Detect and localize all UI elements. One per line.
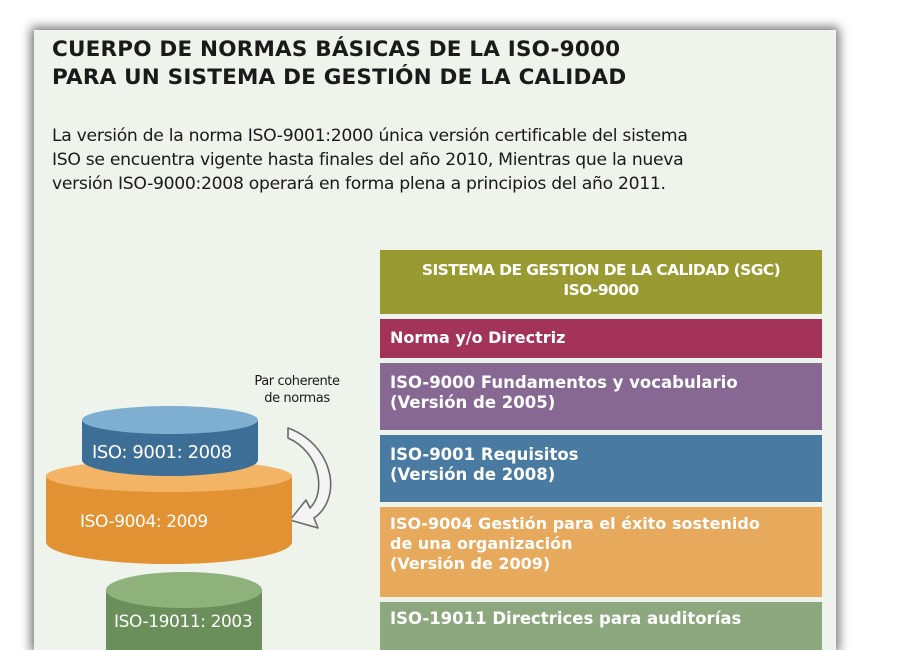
legend-line-2: de normas <box>264 391 330 406</box>
iso-9000-line-2: (Versión de 2005) <box>390 393 556 412</box>
norma-directriz-box <box>380 319 822 358</box>
cylinder-top-shape <box>80 402 260 480</box>
iso-9001-box <box>380 435 822 502</box>
cylinder-bottom-shape <box>104 568 264 650</box>
sgc-header-box <box>380 250 822 314</box>
iso-9001-line-2: (Versión de 2008) <box>390 465 556 484</box>
sgc-line-2: ISO-9000 <box>563 281 639 299</box>
cylinder-top-label: ISO: 9001: 2008 <box>92 442 232 463</box>
intro-line-2: ISO se encuentra vigente hasta finales del año 2010, Mientras que la nueva <box>52 150 684 170</box>
page-title <box>52 36 626 92</box>
infographic-card <box>34 30 836 650</box>
title-line-1: CUERPO DE NORMAS BÁSICAS DE LA ISO-9000 <box>52 37 621 62</box>
iso-9000-box <box>380 363 822 430</box>
iso-9004-line-2: de una organización <box>390 534 573 553</box>
iso-9004-box <box>380 507 822 597</box>
norma-line-1: Norma y/o Directriz <box>390 328 566 347</box>
iso-9001-line-1: ISO-9001 Requisitos <box>390 445 579 464</box>
intro-line-3: versión ISO-9000:2008 operará en forma plena a principios del año 2011. <box>52 174 666 194</box>
legend-line-1: Par coherente <box>254 374 340 389</box>
intro-paragraph <box>52 124 688 196</box>
iso-19011-box <box>380 602 822 650</box>
iso-9004-line-1: ISO-9004 Gestión para el éxito sostenido <box>390 514 760 533</box>
cylinder-bottom-label: ISO-19011: 2003 <box>114 612 253 632</box>
title-line-2: PARA UN SISTEMA DE GESTIÓN DE LA CALIDAD <box>52 65 627 90</box>
iso-9000-line-1: ISO-9000 Fundamentos y vocabulario <box>390 373 738 392</box>
iso-19011-line-1: ISO-19011 Directrices para auditorías <box>390 609 742 628</box>
iso-9004-line-3: (Versión de 2009) <box>390 554 551 573</box>
intro-line-1: La versión de la norma ISO-9001:2000 única versión certificable del sistema <box>52 126 688 146</box>
sgc-line-1: SISTEMA DE GESTION DE LA CALIDAD (SGC) <box>421 261 781 279</box>
cylinder-middle-label: ISO-9004: 2009 <box>80 512 208 532</box>
